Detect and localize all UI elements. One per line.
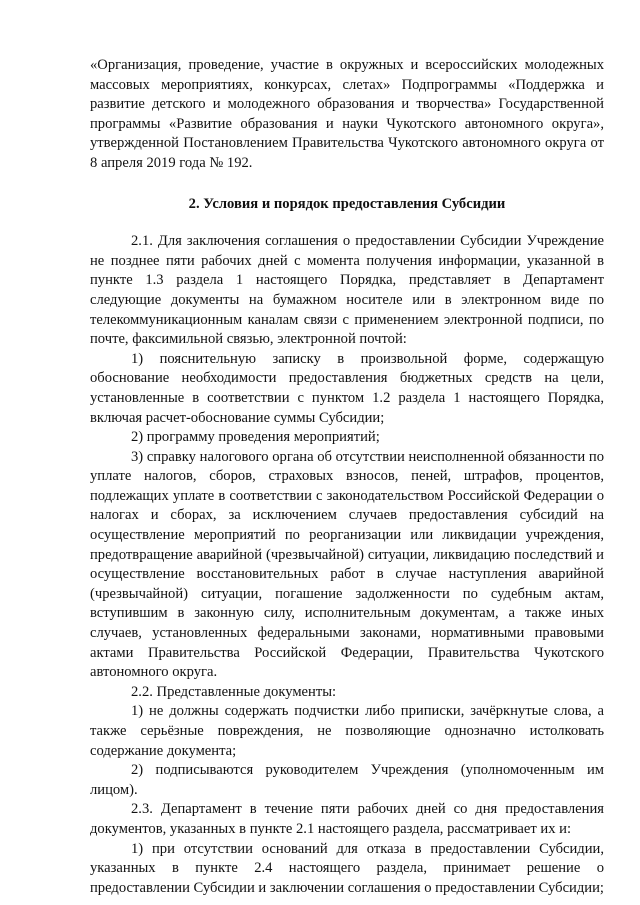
paragraph-2-1-item-1: 1) пояснительную записку в произвольной форме, содержащую обоснование необходимости предоставления бюджетных средств на цели, установленные в соответствии с пунктом 1.2 раздела 1 настоящего Порядка, включая расчет-обоснование суммы Субсидии; — [90, 350, 604, 426]
paragraph-2-2-item-2: 2) подписываются руководителем Учреждения (уполномоченным им лицом). — [90, 762, 604, 798]
paragraph-2-2-item-1: 1) не должны содержать подчистки либо приписки, зачёркнутые слова, а также серьёзные повреждения, не позволяющие однозначно истолковать содержание документа; — [90, 703, 604, 759]
paragraph-2-3: 2.3. Департамент в течение пяти рабочих дней со дня предоставления документов, указанных в пункте 2.1 настоящего раздела, рассматривает их и: — [90, 801, 604, 837]
paragraph-2-1-item-3: 3) справку налогового органа об отсутствии неисполненной обязанности по уплате налогов, сборов, страховых взносов, пеней, штрафов, процентов, подлежащих уплате в соответствии с законодательством Российской Федерации о налогах и сборах, за исключением случаев предоставления субсидий на осуществление мероприятий по реорганизации или ликвидации учреждения, предотвращение аварийной (чрезвычайной) ситуации, ликвидацию последствий и осуществление восстановительных работ в случае наступления аварийной (чрезвычайной) ситуации, погашение задолженности по судебным актам, вступившим в законную силу, исполнительным документам, а также иных случаев, установленных федеральными законами, нормативными правовыми актами Правительства Российской Федерации, Правительства Чукотского автономного округа. — [90, 448, 604, 681]
paragraph-2-1-item-2: 2) программу проведения мероприятий; — [131, 429, 380, 446]
paragraph-2-1: 2.1. Для заключения соглашения о предоставлении Субсидии Учреждение не позднее пяти рабочих дней с момента получения информации, указанной в пункте 1.3 раздела 1 настоящего Порядка, представляет в Департамент следующие документы на бумажном носителе или в электронном виде по телекоммуникационным каналам связи с применением электронной подписи, по почте, факсимильной связью, электронной почтой: — [90, 233, 604, 348]
paragraph-2-3-item-1: 1) при отсутствии оснований для отказа в предоставлении Субсидии, указанных в пункте 2.4 настоящего раздела, принимает решение о предоставлении Субсидии и заключении соглашения о предоставлении Субсидии; — [90, 840, 604, 896]
section-title: 2. Условия и порядок предоставления Субсидии — [188, 195, 506, 212]
intro-paragraph: «Организация, проведение, участие в окружных и всероссийских молодежных массовых мероприятиях, конкурсах, слетах» Подпрограммы «Поддержка и развитие детского и молодежного образования и творчества» Государственной программы «Развитие образования и науки Чукотского автономного округа», утвержденной Постановлением Правительства Чукотского автономного округа от 8 апреля 2019 года № 192. — [90, 57, 604, 171]
paragraph-2-2: 2.2. Представленные документы: — [131, 683, 337, 700]
